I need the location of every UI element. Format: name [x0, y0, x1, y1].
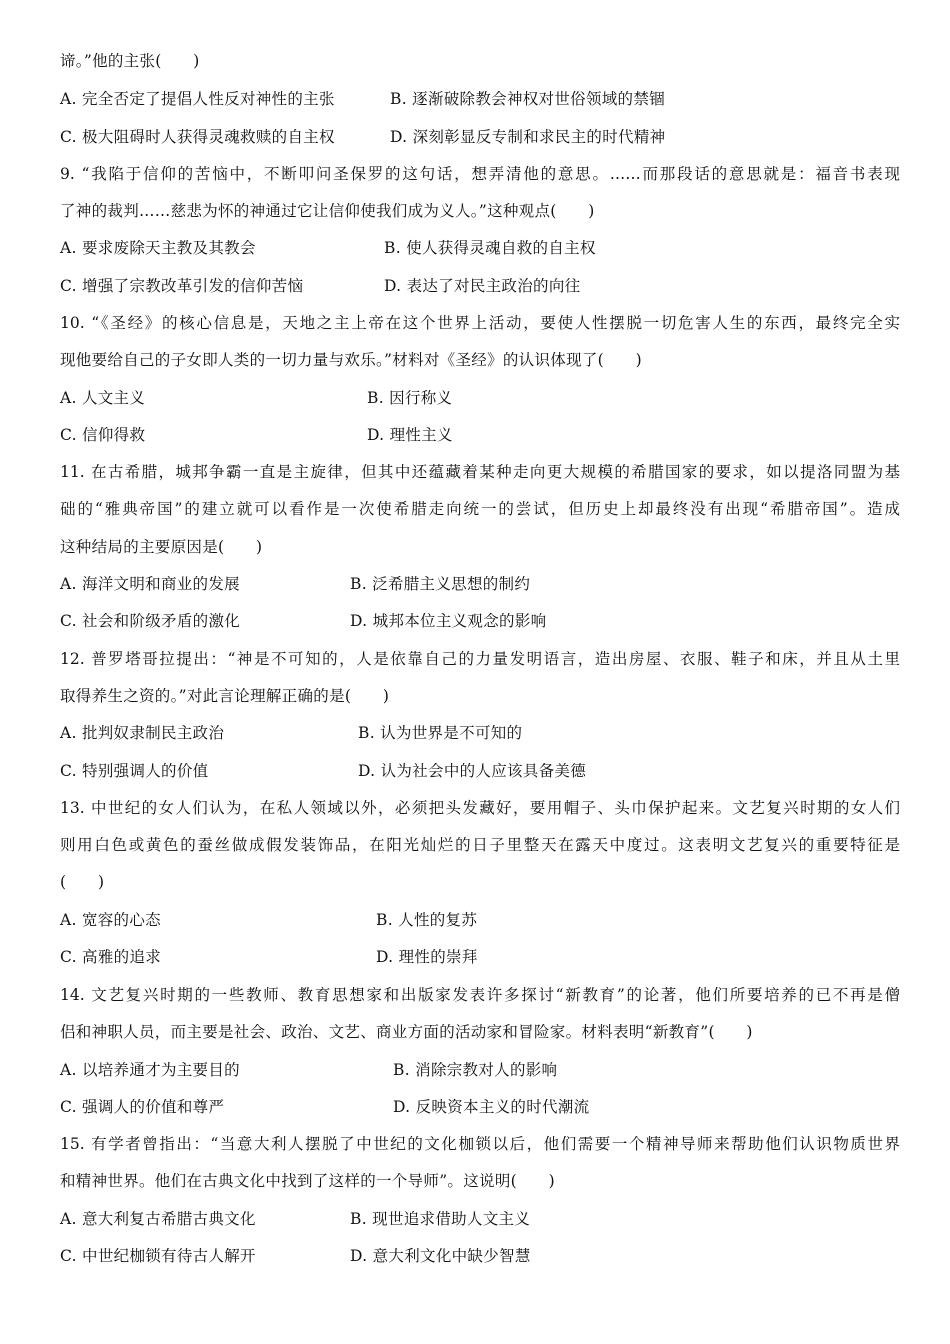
q8-stem-tail: 谛。”他的主张( ) [60, 52, 200, 70]
q10-option-b: B. 因行称义 [367, 389, 453, 407]
q10-option-c: C. 信仰得救 [60, 426, 146, 444]
q8-option-c: C. 极大阻碍时人获得灵魂救赎的自主权 [60, 128, 335, 146]
q14-option-a: A. 以培养通才为主要目的 [60, 1061, 240, 1079]
q10-option-a: A. 人文主义 [60, 389, 146, 407]
q12-option-b: B. 认为世界是不可知的 [358, 724, 523, 742]
q13-stem-line3: ( ) [60, 873, 105, 891]
q13-option-d: D. 理性的崇拜 [376, 948, 478, 966]
q14-option-b: B. 消除宗教对人的影响 [393, 1061, 558, 1079]
q8-option-d: D. 深刻彰显反专制和求民主的时代精神 [390, 128, 666, 146]
q11-option-b: B. 泛希腊主义思想的制约 [350, 575, 531, 593]
q15-option-a: A. 意大利复古希腊古典文化 [60, 1210, 256, 1228]
q8-option-a: A. 完全否定了提倡人性反对神性的主张 [60, 90, 335, 108]
q11-stem-line3: 这种结局的主要原因是( ) [60, 538, 263, 556]
q13-option-a: A. 宽容的心态 [60, 911, 161, 929]
q11-option-d: D. 城邦本位主义观念的影响 [350, 612, 547, 630]
q9-option-c: C. 增强了宗教改革引发的信仰苦恼 [60, 277, 304, 295]
q13-option-c: C. 高雅的追求 [60, 948, 162, 966]
q13-stem-line2: 则用白色或黄色的蚕丝做成假发装饰品，在阳光灿烂的日子里整天在露天中度过。这表明文艺复兴的重要特征是 [60, 836, 900, 854]
q9-option-b: B. 使人获得灵魂自救的自主权 [384, 239, 596, 257]
q9-stem-line2: 了神的裁判……慈悲为怀的神通过它让信仰使我们成为义人。”这种观点( ) [60, 202, 595, 220]
q14-option-c: C. 强调人的价值和尊严 [60, 1098, 225, 1116]
q15-option-d: D. 意大利文化中缺少智慧 [350, 1247, 531, 1265]
q15-option-b: B. 现世追求借助人文主义 [350, 1210, 531, 1228]
q8-option-b: B. 逐渐破除教会神权对世俗领域的禁锢 [390, 90, 665, 108]
q15-option-c: C. 中世纪枷锁有待古人解开 [60, 1247, 256, 1265]
q10-stem-line2: 现他要给自己的子女即人类的一切力量与欢乐。”材料对《圣经》的认识体现了( ) [60, 351, 642, 369]
q10-stem-line1: 10. “《圣经》的核心信息是，天地之主上帝在这个世界上活动，要使人性摆脱一切危害人生的东西，最终完全实 [60, 314, 900, 332]
q13-stem-line1: 13. 中世纪的女人们认为，在私人领域以外，必须把头发藏好，要用帽子、头巾保护起来。文艺复兴时期的女人们 [60, 799, 900, 817]
q11-option-a: A. 海洋文明和商业的发展 [60, 575, 240, 593]
q12-option-c: C. 特别强调人的价值 [60, 762, 209, 780]
q14-stem-line1: 14. 文艺复兴时期的一些教师、教育思想家和出版家发表许多探讨“新教育”的论著，他们所要培养的已不再是僧 [60, 986, 900, 1004]
q11-stem-line1: 11. 在古希腊，城邦争霸一直是主旋律，但其中还蕴藏着某种走向更大规模的希腊国家的要求，如以提洛同盟为基 [60, 463, 900, 481]
q12-option-a: A. 批判奴隶制民主政治 [60, 724, 225, 742]
q12-stem-line1: 12. 普罗塔哥拉提出：“神是不可知的，人是依靠自己的力量发明语言，造出房屋、衣服、鞋子和床，并且从土里 [60, 650, 900, 668]
q9-option-a: A. 要求废除天主教及其教会 [60, 239, 256, 257]
q11-option-c: C. 社会和阶级矛盾的激化 [60, 612, 241, 630]
q12-stem-line2: 取得养生之资的。”对此言论理解正确的是( ) [60, 687, 390, 705]
q9-option-d: D. 表达了对民主政治的向往 [384, 277, 581, 295]
q15-stem-line1: 15. 有学者曾指出：“当意大利人摆脱了中世纪的文化枷锁以后，他们需要一个精神导师来帮助他们认识物质世界 [60, 1135, 900, 1153]
q13-option-b: B. 人性的复苏 [376, 911, 478, 929]
q10-option-d: D. 理性主义 [367, 426, 453, 444]
q15-stem-line2: 和精神世界。他们在古典文化中找到了这样的一个导师”。这说明( ) [60, 1172, 555, 1190]
q11-stem-line2: 础的“雅典帝国”的建立就可以看作是一次使希腊走向统一的尝试，但历史上却最终没有出现“希腊帝国”。造成 [60, 500, 900, 518]
q9-stem-line1: 9. “我陷于信仰的苦恼中，不断叩问圣保罗的这句话，想弄清他的意思。……而那段话的意思就是：福音书表现 [60, 165, 900, 183]
q14-option-d: D. 反映资本主义的时代潮流 [393, 1098, 590, 1116]
q14-stem-line2: 侣和神职人员，而主要是社会、政治、文艺、商业方面的活动家和冒险家。材料表明“新教育”( ) [60, 1023, 753, 1041]
q12-option-d: D. 认为社会中的人应该具备美德 [358, 762, 587, 780]
